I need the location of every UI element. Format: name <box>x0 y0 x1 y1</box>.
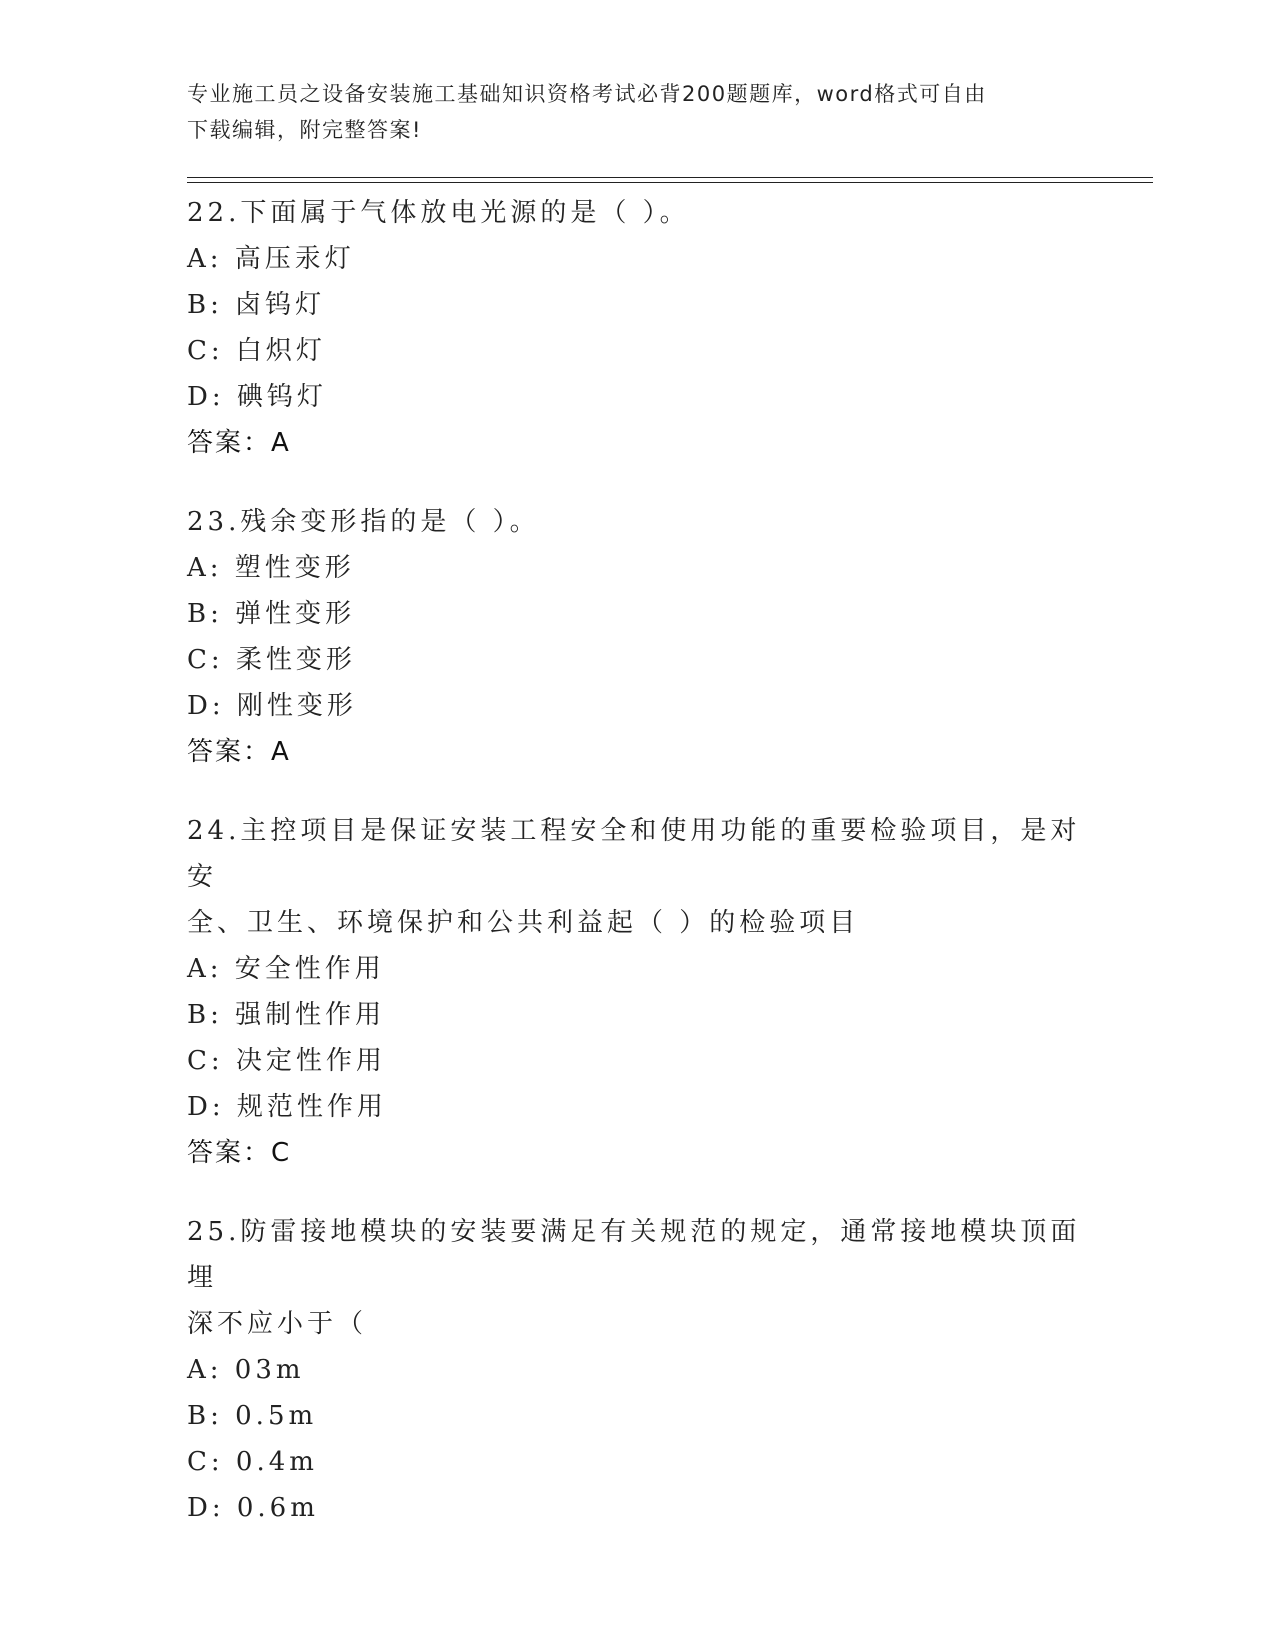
question-25 <box>187 1209 1087 1531</box>
option-c: C: 决定性作用 <box>187 1046 386 1076</box>
question-24 <box>187 808 1087 1176</box>
option-c: C: 0.4m <box>187 1447 318 1477</box>
document-header <box>187 76 1087 148</box>
answer-line: 答案：A <box>187 428 291 458</box>
option-c: C: 白炽灯 <box>187 336 326 366</box>
question-stem-line-1: 24.主控项目是保证安装工程安全和使用功能的重要检验项目，是对安 <box>187 816 1081 892</box>
question-stem-line-2: 深不应小于（ <box>187 1309 368 1339</box>
header-divider-bottom <box>187 182 1153 183</box>
question-stem: 22.下面属于气体放电光源的是（ ）。 <box>187 198 690 228</box>
header-divider-top <box>187 177 1153 178</box>
intro-line-1: 专业施工员之设备安装施工基础知识资格考试必背200题题库，word格式可自由 <box>187 82 987 106</box>
option-b: B: 0.5m <box>187 1401 318 1431</box>
option-d: D: 规范性作用 <box>187 1092 387 1122</box>
option-a: A: 塑性变形 <box>187 553 355 583</box>
option-a: A: 高压汞灯 <box>187 244 355 274</box>
answer-line: 答案：C <box>187 1138 292 1168</box>
option-a: A: 安全性作用 <box>187 954 385 984</box>
question-23 <box>187 499 1087 775</box>
intro-line-2: 下载编辑，附完整答案! <box>187 118 422 142</box>
question-stem: 23.残余变形指的是（ ）。 <box>187 507 540 537</box>
option-d: D: 0.6m <box>187 1493 319 1523</box>
option-b: B: 强制性作用 <box>187 1000 386 1030</box>
option-a: A: 03m <box>187 1355 305 1385</box>
question-22 <box>187 190 1087 466</box>
question-stem-line-1: 25.防雷接地模块的安装要满足有关规范的规定，通常接地模块顶面埋 <box>187 1217 1081 1293</box>
question-stem-line-2: 全、卫生、环境保护和公共利益起（ ）的检验项目 <box>187 908 860 938</box>
option-c: C: 柔性变形 <box>187 645 356 675</box>
option-b: B: 卤钨灯 <box>187 290 326 320</box>
answer-line: 答案：A <box>187 737 291 767</box>
question-list <box>187 190 1087 1564</box>
option-d: D: 刚性变形 <box>187 691 357 721</box>
option-b: B: 弹性变形 <box>187 599 356 629</box>
option-d: D: 碘钨灯 <box>187 382 327 412</box>
